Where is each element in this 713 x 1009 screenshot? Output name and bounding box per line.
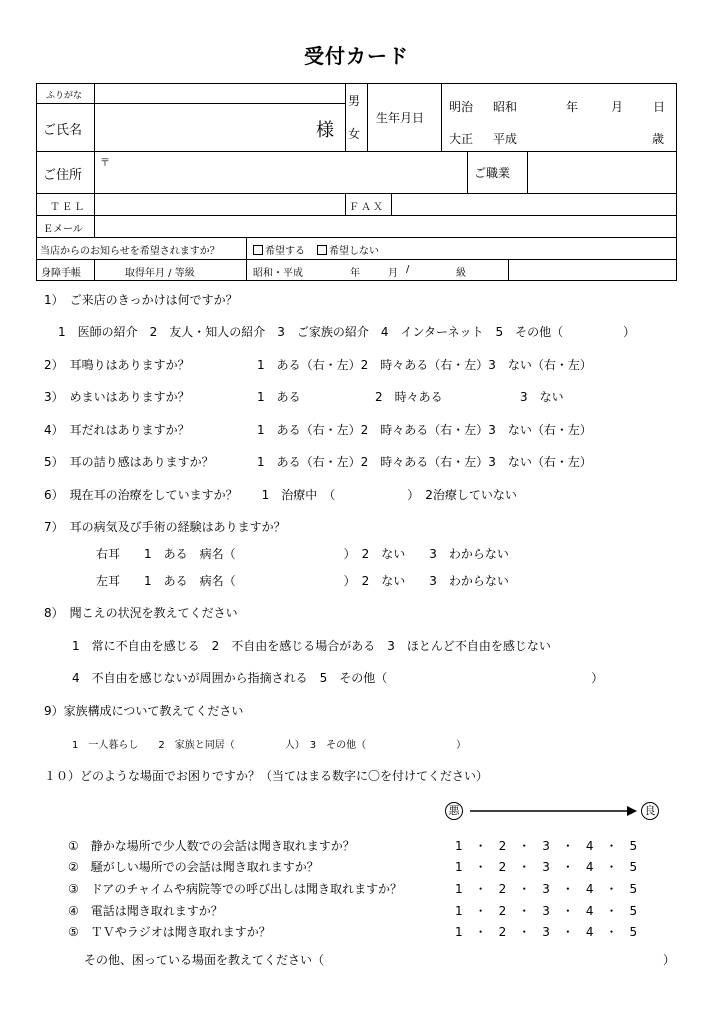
divider [467, 151, 468, 193]
question-4: 4） 耳だれはありますか？ [44, 423, 190, 437]
scene-label: ③ ドアのチャイムや病院等での呼び出しは聞き取れますか？ [68, 882, 403, 896]
divider [94, 83, 95, 151]
furigana-input[interactable] [96, 85, 343, 102]
divider [441, 83, 442, 151]
divider [36, 259, 677, 260]
divider [36, 193, 677, 194]
occupation-label: ご職業 [474, 166, 511, 180]
scene-label: ① 静かな場所で少人数での会話は聞き取れますか？ [68, 839, 355, 853]
email-label: Ｅメール [43, 224, 83, 235]
divider [36, 103, 345, 104]
divider [94, 193, 95, 215]
month-label: 月 [388, 268, 398, 279]
address-label: ご住所 [43, 168, 83, 183]
slash: / [406, 264, 410, 275]
divider [36, 215, 677, 216]
sama-label: 様 [316, 120, 334, 141]
notice-no-label: 希望しない [329, 246, 379, 257]
email-input[interactable] [96, 217, 675, 235]
era-meiji-option[interactable]: 明治 [449, 100, 474, 114]
question-7: 7） 耳の病気及び手術の経験はありますか？ [44, 520, 286, 534]
other-scene-close: ） [663, 953, 676, 967]
question-8-options-line-1[interactable]: 1 常に不自由を感じる 2 不自由を感じる場合がある 3 ほとんど不自由を感じない [72, 639, 551, 653]
question-1-options[interactable]: 1 医師の紹介 2 友人・知人の紹介 3 ご家族の紹介 4 インターネット 5 その他（ ） [58, 325, 636, 339]
divider [508, 259, 509, 281]
question-9-options[interactable]: 1 一人暮らし 2 家族と同居（ 人） 3 その他（ ） [72, 740, 467, 751]
question-3: 3） めまいはありますか？ [44, 390, 190, 404]
question-8: 8） 聞こえの状況を教えてください [44, 606, 238, 620]
notice-yes-label: 希望する [265, 246, 305, 257]
other-scene-input[interactable] [340, 949, 658, 967]
question-10: １０）どのような場面でお困りですか？（当てはまる数字に〇を付けてください） [44, 769, 489, 783]
divider [246, 237, 247, 259]
furigana-label: ふりがな [46, 91, 83, 101]
question-3-option-1[interactable]: 1 ある [257, 390, 301, 404]
era-heisei-option[interactable]: 平成 [493, 132, 518, 146]
scene-rating-scale[interactable]: 1 ・ 2 ・ 3 ・ 4 ・ 5 [455, 904, 638, 918]
question-3-option-3[interactable]: 3 ない [520, 390, 564, 404]
question-7-left-ear[interactable]: 左耳 1 ある 病名（ ） 2 ない 3 わからない [96, 574, 509, 588]
date-era-label: 昭和・平成 [253, 268, 303, 279]
divider [36, 151, 677, 152]
postal-mark: 〒 [100, 158, 110, 169]
question-7-right-ear[interactable]: 右耳 1 ある 病名（ ） 2 ない 3 わからない [96, 547, 509, 561]
month-label: 月 [611, 100, 624, 114]
question-5: 5） 耳の詰り感はありますか？ [44, 455, 214, 469]
question-3-option-2[interactable]: 2 時々ある [375, 390, 443, 404]
question-2: 2） 耳鳴りはありますか？ [44, 358, 190, 372]
question-9: 9）家族構成について教えてください [44, 704, 244, 718]
name-input[interactable] [96, 105, 316, 149]
acquired-label: 取得年月 / 等級 [125, 268, 195, 279]
fax-label: ＦＡＸ [349, 202, 385, 213]
divider [345, 193, 346, 215]
question-1: 1） ご来店のきっかけは何ですか？ [44, 293, 238, 307]
divider [367, 83, 368, 151]
fax-input[interactable] [393, 195, 675, 213]
address-input[interactable] [112, 153, 465, 191]
era-showa-option[interactable]: 昭和 [493, 100, 518, 114]
divider [94, 259, 95, 281]
scene-label: ② 騒がしい場所での会話は聞き取れますか？ [68, 860, 319, 874]
question-2-options[interactable]: 1 ある（右・左）2 時々ある（右・左）3 ない（右・左） [257, 358, 592, 372]
page-title: 受付カード [304, 44, 409, 68]
good-label: 良 [641, 802, 659, 820]
question-5-options[interactable]: 1 ある（右・左）2 時々ある（右・左）3 ない（右・左） [257, 455, 592, 469]
scene-rating-scale[interactable]: 1 ・ 2 ・ 3 ・ 4 ・ 5 [455, 882, 638, 896]
name-label: ご氏名 [43, 123, 83, 138]
year-label: 年 [566, 100, 579, 114]
birthdate-label: 生年月日 [376, 111, 425, 125]
scene-label: ⑤ ＴＶやラジオは聞き取れますか？ [68, 925, 271, 939]
divider [94, 215, 95, 237]
era-taisho-option[interactable]: 大正 [449, 132, 474, 146]
disability-label: 身障手帳 [41, 268, 81, 279]
checkbox-icon[interactable] [253, 245, 263, 255]
divider [36, 237, 677, 238]
divider [527, 151, 528, 193]
notice-yes-option[interactable] [253, 242, 305, 257]
tel-input[interactable] [96, 195, 343, 213]
day-label: 日 [653, 100, 666, 114]
grade-label: 級 [456, 268, 466, 279]
notice-question: 当店からのお知らせを希望されますか？ [40, 246, 220, 257]
scene-rating-scale[interactable]: 1 ・ 2 ・ 3 ・ 4 ・ 5 [455, 925, 638, 939]
divider [345, 83, 346, 151]
notice-no-option[interactable] [317, 242, 379, 257]
question-8-options-line-2[interactable]: 4 不自由を感じないが周囲から指摘される 5 その他（ ） [72, 671, 604, 685]
scene-label: ④ 電話は聞き取れますか？ [68, 904, 223, 918]
divider [391, 193, 392, 215]
checkbox-icon[interactable] [317, 245, 327, 255]
female-option[interactable]: 女 [348, 127, 361, 141]
other-scene-label: その他、困っている場面を教えてください（ [84, 953, 325, 967]
age-label: 歳 [652, 132, 665, 146]
divider [94, 151, 95, 193]
arrow-right-icon [470, 804, 638, 818]
bad-label: 悪 [445, 802, 463, 820]
question-6[interactable]: 6） 現在耳の治療をしていますか？ 1 治療中 （ ） 2治療していない [44, 488, 517, 502]
scene-rating-scale[interactable]: 1 ・ 2 ・ 3 ・ 4 ・ 5 [455, 860, 638, 874]
occupation-input[interactable] [529, 153, 675, 191]
question-4-options[interactable]: 1 ある（右・左）2 時々ある（右・左）3 ない（右・左） [257, 423, 592, 437]
tel-label: ＴＥＬ [50, 202, 86, 213]
male-option[interactable]: 男 [348, 94, 361, 108]
scene-rating-scale[interactable]: 1 ・ 2 ・ 3 ・ 4 ・ 5 [455, 839, 638, 853]
divider [246, 259, 247, 281]
year-label: 年 [350, 268, 360, 279]
